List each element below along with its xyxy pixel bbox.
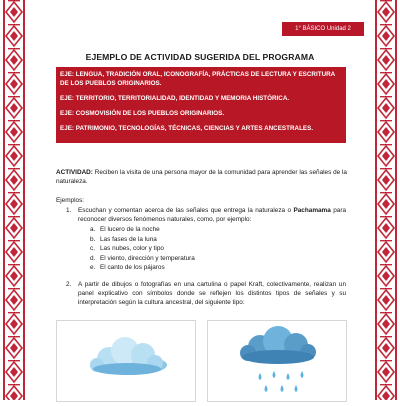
sub-list (90, 225, 290, 273)
page-title: EJEMPLO DE ACTIVIDAD SUGERIDA DEL PROGRAMA (85, 52, 315, 62)
sub-list-item: e. El canto de los pájaros (90, 264, 165, 272)
list-number: 1. (66, 207, 72, 214)
rain-cloud-icon (208, 321, 346, 401)
cloud-image-panel (56, 320, 196, 402)
eje-item: EJE: LENGUA, TRADICIÓN ORAL, ICONOGRAFÍA, PRÁCTICAS DE LECTURA Y ESCRITURA DE LOS PUEBLOS ORIGINARIOS. (60, 71, 335, 87)
activity-label: ACTIVIDAD: (56, 169, 93, 176)
list-text: Escuchan y comentan acerca de las señales que entrega la naturaleza o Pachamama para reconocer diversos fenómenos naturales, como, por ejemplo: (78, 207, 347, 223)
pachamama-term: Pachamama (293, 207, 331, 214)
list-text: A partir de dibujos o fotografías en una cartulina o papel Kraft, colectivamente, realizan un panel explicativo con símbolos donde se reflejen los distintos tipos de señales y su interpretación según la cultura ancestral, del siguiente tipo: (78, 281, 346, 306)
sub-list-item: d. El viento, dirección y temperatura (90, 254, 195, 262)
level-badge: 1° BÁSICO Unidad 2 (282, 22, 364, 36)
eje-item: EJE: COSMOVISIÓN DE LOS PUEBLOS ORIGINARIOS. (60, 110, 225, 117)
activity-paragraph (56, 168, 348, 186)
sub-list-item: a. El lucero de la noche (90, 226, 160, 233)
list-number: 2. (66, 281, 72, 288)
sub-list-item: c. Las nubes, color y tipo (90, 245, 164, 253)
activity-text: Reciben la visita de una persona mayor de la comunidad para aprender las señales de la naturaleza. (56, 169, 347, 185)
eje-item: EJE: TERRITORIO, TERRITORIALIDAD, IDENTIDAD Y MEMORIA HISTÓRICA. (60, 95, 290, 102)
cloud-icon (57, 321, 195, 401)
eje-item: EJE: PATRIMONIO, TECNOLOGÍAS, TÉCNICAS, CIENCIAS Y ARTES ANCESTRALES. (60, 125, 314, 132)
ejemplos-label: Ejemplos: (56, 197, 85, 204)
eje-panel (56, 67, 346, 143)
right-decorative-border (372, 0, 400, 400)
left-decorative-border (0, 0, 28, 400)
sub-list-item: b. Las fases de la luna (90, 235, 157, 243)
list-item (56, 280, 346, 310)
list-item (56, 206, 346, 224)
rain-image-panel (207, 320, 347, 402)
